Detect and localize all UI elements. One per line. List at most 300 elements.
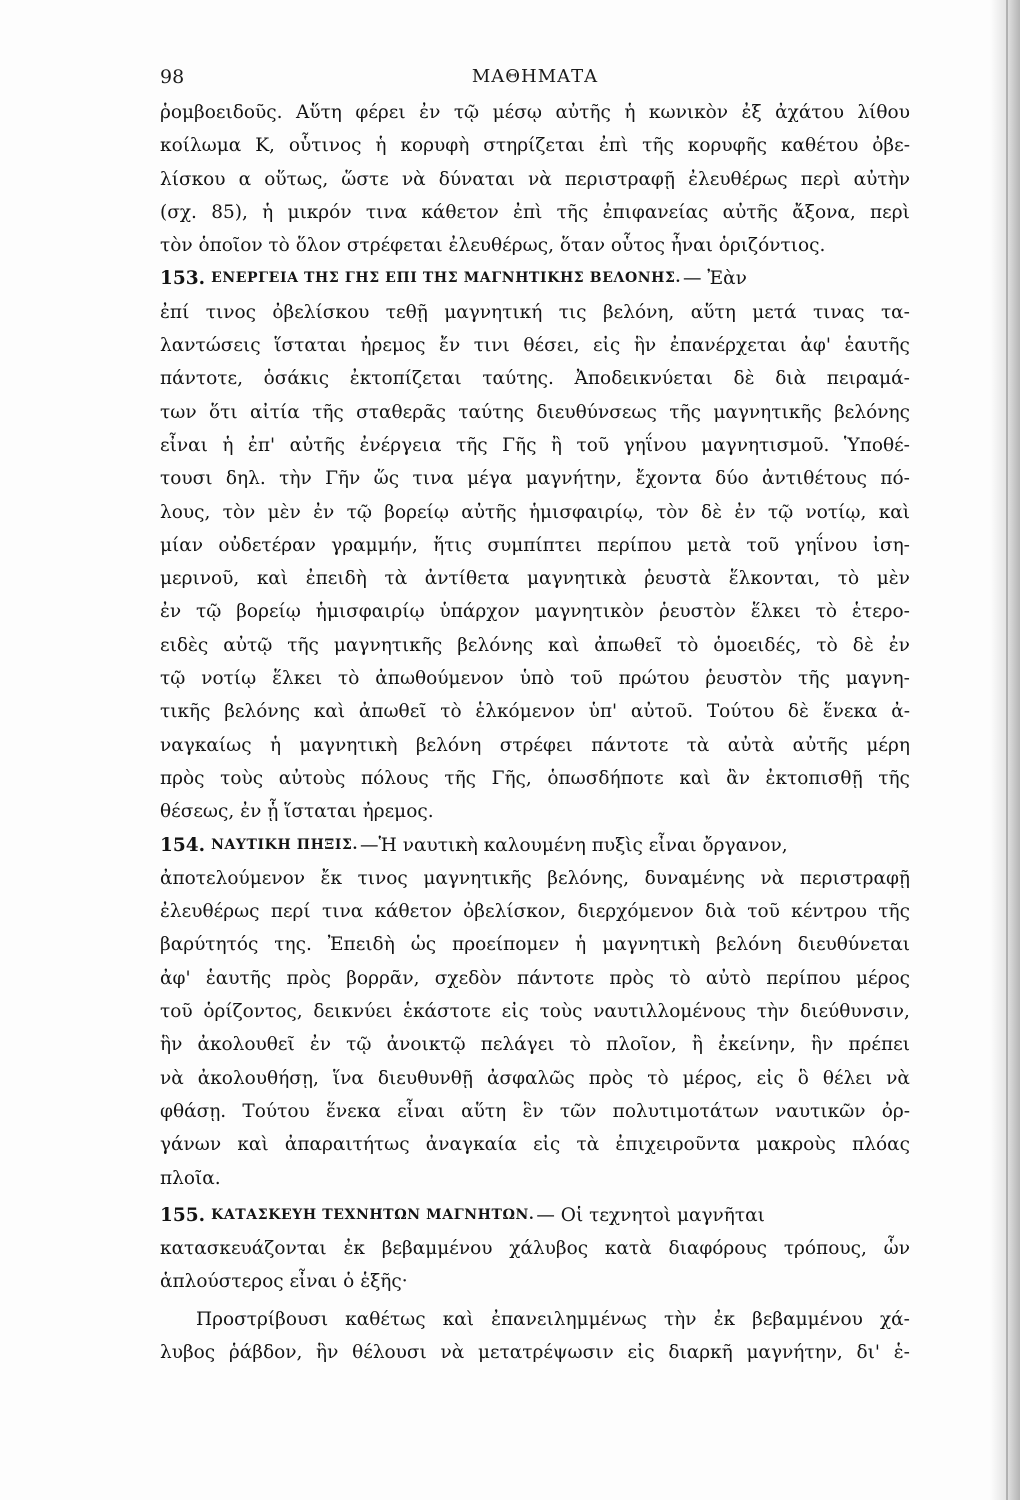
- word: περὶ: [800, 168, 841, 190]
- word: νὰ: [160, 1067, 184, 1089]
- text-line: [160, 429, 910, 462]
- text-line: [160, 1028, 910, 1061]
- section-number: 153.: [160, 268, 206, 290]
- word: ναγκαίως: [160, 734, 252, 756]
- word: ἂν: [726, 767, 750, 789]
- word: αὐτῆς: [289, 434, 345, 456]
- text-line: [160, 1062, 910, 1095]
- word: Τούτου: [706, 701, 775, 723]
- word: πάντοτε: [591, 734, 669, 756]
- word: δυναμένης: [644, 867, 745, 889]
- word: ἑκάστοτε: [403, 1001, 491, 1023]
- word: ῥευστὸν: [658, 601, 736, 623]
- word: 85),: [211, 201, 248, 223]
- section-title: ΚΑΤΑΣΚΕΥΗ ΤΕΧΝΗΤΩΝ ΜΑΓΝΗΤΩΝ.: [211, 1206, 535, 1223]
- word: ἐπ': [247, 434, 276, 456]
- page-edge-line: [1006, 0, 1008, 1500]
- word: ἐκτοπίζεται: [349, 368, 462, 390]
- word: ῥευστὰ: [644, 568, 712, 590]
- word: στρέφει: [499, 734, 573, 756]
- word: δὲ: [852, 634, 874, 656]
- word: κορυφῆς: [687, 135, 768, 157]
- word: προείπομεν: [452, 934, 560, 956]
- section-lead-text: — Ἐὰν: [682, 268, 747, 290]
- word: ὁρίζοντος,: [203, 1001, 303, 1023]
- word: ἀναγκαία: [425, 1134, 517, 1156]
- word: τῷ: [767, 501, 794, 523]
- word: ἡ: [262, 201, 274, 223]
- text-line: τὸν ὁποῖον τὸ ὅλον στρέφεται ἐλευθέρως, ὅταν οὗτος ἦναι ὁριζόντιος.: [160, 235, 826, 257]
- word: κάθετον: [374, 901, 452, 923]
- word: ἐλευθέρως: [160, 901, 260, 923]
- word: αὐτὴν: [853, 168, 910, 190]
- word: ἐπὶ: [598, 135, 629, 157]
- word: δὲ: [787, 701, 809, 723]
- word: τινα: [365, 201, 408, 223]
- word: Ὑποθέ-: [843, 434, 910, 456]
- word: μαγνητισμοῦ.: [701, 434, 830, 456]
- word: ὁσάκις: [263, 368, 330, 390]
- section-title: ΕΝΕΡΓΕΙΑ ΤΗΣ ΓΗΣ ΕΠΙ ΤΗΣ ΜΑΓΝΗΤΙΚΗΣ ΒΕΛΟΝΗΣ.: [211, 270, 681, 287]
- word: βεβαμμένου: [381, 1238, 493, 1260]
- word: μαγνητικὴ: [299, 734, 398, 756]
- word: ἀντίθετα: [424, 568, 510, 590]
- word: τοῦ: [746, 534, 780, 556]
- word: πάντοτε,: [160, 368, 243, 390]
- word: τῆς: [556, 201, 589, 223]
- word: τὸ: [815, 601, 838, 623]
- word: λους,: [160, 501, 211, 523]
- text-line: [160, 96, 910, 129]
- text-line: [160, 1303, 910, 1336]
- word: σχεδὸν: [434, 967, 502, 989]
- word: τὴν: [663, 1308, 697, 1330]
- word: ἑαυτῆς: [844, 335, 910, 357]
- text-line: [160, 995, 910, 1028]
- word: φέρει: [355, 102, 406, 123]
- word: ναυτικῶν: [775, 1100, 866, 1122]
- word: εἰς: [501, 1001, 529, 1023]
- word: βελόνης: [224, 701, 301, 723]
- text-line: [160, 163, 910, 196]
- word: τοῦ: [160, 1001, 193, 1023]
- word: ἐν: [313, 501, 335, 523]
- word: ὑπάρχον: [439, 601, 520, 623]
- word: τὴν: [756, 1001, 790, 1023]
- word: γηΐνου: [794, 534, 858, 556]
- body-text: [160, 96, 910, 1369]
- word: ἰση-: [872, 534, 910, 556]
- word: ὧν: [883, 1238, 910, 1260]
- word: Ἐπειδὴ: [327, 934, 395, 956]
- word: λίσκου: [160, 168, 226, 190]
- page-edge-shadow: [990, 0, 1020, 1500]
- word: τῆς: [642, 135, 674, 157]
- word: διὰ: [705, 901, 736, 923]
- word: μαγνητικῆς: [423, 867, 532, 889]
- word: ἀπαραιτήτως: [284, 1134, 410, 1156]
- word: ἐκείνην,: [718, 1034, 796, 1056]
- word: ἢ: [550, 434, 563, 456]
- word: αὕτη: [461, 1100, 507, 1122]
- word: ἥτις: [433, 534, 473, 556]
- word: δύναται: [438, 168, 515, 190]
- text-line: ἁπλούστερος εἶναι ὁ ἑξῆς·: [160, 1271, 408, 1293]
- section-heading-153: [160, 262, 910, 295]
- word: πρὸς: [160, 767, 205, 789]
- word: ἐνέργεια: [359, 434, 442, 456]
- word: ἐπανειλημμένως: [491, 1308, 647, 1330]
- word: τινος: [205, 301, 256, 323]
- word: ἀποτελούμενον: [160, 867, 305, 889]
- word: ἐπανέρχεται: [669, 335, 787, 357]
- word: θέλουσι: [352, 1341, 427, 1363]
- word: μετατρέψωσιν: [477, 1341, 614, 1363]
- word: ἣν: [160, 1034, 183, 1056]
- word: δι': [856, 1341, 881, 1363]
- word: ἔν: [439, 335, 461, 357]
- word: ἐπί: [160, 301, 190, 323]
- text-line: [160, 296, 910, 329]
- word: ἵσταται: [274, 335, 347, 357]
- word: μαγνη-: [845, 668, 910, 690]
- word: αὐτὰ: [727, 734, 775, 756]
- word: της.: [274, 934, 312, 956]
- word: τῷ: [196, 601, 222, 623]
- word: ἀκολουθεῖ: [197, 1034, 295, 1056]
- word: τὸ: [569, 1034, 592, 1056]
- word: ἕλκει: [272, 668, 323, 690]
- word: ὥστε: [341, 168, 389, 190]
- word: τοῦ: [570, 668, 603, 690]
- word: Κ,: [255, 135, 275, 157]
- text-line: [160, 629, 910, 662]
- word: τοῦ: [576, 434, 610, 456]
- word: μικρόν: [287, 201, 352, 223]
- text-line: [160, 595, 910, 628]
- word: τὸν: [656, 501, 689, 523]
- word: περιστραφῇ: [799, 867, 910, 889]
- word: μετά: [752, 301, 797, 323]
- word: ῥευστὸν: [705, 668, 783, 690]
- word: πό-: [880, 468, 910, 490]
- word: ἀπωθούμενον: [375, 668, 504, 690]
- text-line: [160, 762, 910, 795]
- word: τεθῇ: [385, 301, 428, 323]
- word: τινι: [473, 335, 510, 357]
- word: νὰ: [440, 1341, 465, 1363]
- word: θέλει: [822, 1067, 873, 1089]
- section-lead-text: —Ἡ ναυτικὴ καλουμένη πυξὶς εἶναι ὄργανον,: [359, 834, 788, 856]
- word: δεικνύει: [313, 1001, 393, 1023]
- word: νὰ: [886, 1067, 910, 1089]
- word: βελόνης: [834, 401, 910, 423]
- section-number: 155.: [160, 1204, 206, 1226]
- word: ταύτης: [458, 401, 524, 423]
- word: ἢ: [691, 1034, 703, 1056]
- word: βελόνης,: [547, 867, 630, 889]
- word: Αὕτη: [295, 102, 342, 123]
- word: ὡς: [410, 934, 437, 956]
- word: ἑλκόμενον: [475, 701, 575, 723]
- word: ειδὲς: [160, 634, 209, 656]
- word: συμπίπτει: [487, 534, 582, 556]
- word: περίπου: [766, 967, 841, 989]
- word: κατασκευάζονται: [160, 1238, 327, 1260]
- text-line: [160, 928, 910, 961]
- word: τινα: [412, 468, 454, 490]
- word: ἡμισφαιρίῳ,: [528, 501, 644, 523]
- word: βελόνη: [716, 934, 782, 956]
- word: ἡ: [624, 102, 636, 123]
- word: καὶ: [878, 501, 910, 523]
- word: βελόνης: [457, 634, 534, 656]
- word: δὲ: [733, 368, 755, 390]
- word: ὁπωσδήποτε: [547, 767, 664, 789]
- word: τοῦ: [747, 901, 780, 923]
- word: ὥς: [373, 468, 400, 490]
- word: ὀβελίσκον,: [463, 901, 567, 923]
- word: ἔκ: [320, 867, 343, 889]
- word: ἡμισφαιρίῳ: [315, 601, 425, 623]
- word: περίπου: [597, 534, 672, 556]
- word: ῥομβοειδοῦς.: [160, 102, 283, 123]
- word: ἐν: [160, 601, 182, 623]
- word: μὲν: [876, 568, 910, 590]
- word: λυβος: [160, 1341, 216, 1363]
- word: τὸ: [440, 701, 462, 723]
- word: ἓν: [522, 1100, 544, 1122]
- word: περιστραφῇ: [564, 168, 675, 190]
- word: εἰς: [627, 1341, 655, 1363]
- word: μέρος,: [682, 1067, 743, 1089]
- word: πολυτιμοτάτων: [612, 1100, 759, 1122]
- word: πλοῖον,: [606, 1034, 677, 1056]
- word: ἑ-: [893, 1341, 910, 1363]
- word: αὐτοῦ.: [630, 701, 694, 723]
- word: τὰ: [576, 1134, 600, 1156]
- word: τὸ: [837, 568, 860, 590]
- text-line: [160, 1232, 910, 1265]
- word: τὴν: [279, 468, 312, 490]
- text-line: [160, 895, 910, 928]
- word: ῥάβδον,: [228, 1341, 303, 1363]
- word: ἕνεκα: [822, 701, 878, 723]
- word: ἣν: [316, 1341, 339, 1363]
- word: α: [238, 168, 252, 190]
- text-line: [160, 529, 910, 562]
- word: τῆς: [669, 401, 701, 423]
- word: ἐν: [888, 634, 910, 656]
- word: κοίλωμα: [160, 135, 242, 157]
- word: θέσει,: [523, 335, 580, 357]
- word: ὀρ-: [881, 1100, 910, 1122]
- word: ἐν: [734, 501, 756, 523]
- word: κωνικὸν: [648, 102, 729, 123]
- word: ἐλευθέρως: [688, 168, 788, 190]
- word: βορείῳ: [384, 501, 449, 523]
- word: νοτίῳ,: [805, 501, 867, 523]
- word: διαρκῆ: [668, 1341, 733, 1363]
- word: πειραμά-: [826, 368, 910, 390]
- word: τικῆς: [160, 701, 211, 723]
- word: μαγνητικῆς: [713, 401, 822, 423]
- word: Γῆν: [325, 468, 361, 490]
- word: τις: [558, 301, 587, 323]
- word: τῷ: [346, 1034, 372, 1056]
- word: αἰτία: [249, 401, 300, 423]
- word: περὶ: [869, 201, 910, 223]
- word: τὸ: [338, 668, 360, 690]
- text-line: θέσεως, ἐν ᾗ ἵσταται ἠρεμος.: [160, 801, 434, 823]
- word: ἐκ: [713, 1308, 736, 1330]
- word: αὐτῆς: [722, 201, 778, 223]
- word: τῆς: [878, 901, 910, 923]
- word: κάθετον: [421, 201, 499, 223]
- word: πόλους: [361, 767, 429, 789]
- word: καὶ: [237, 1134, 269, 1156]
- text-line: [160, 396, 910, 429]
- word: ἐπιχειροῦντα: [615, 1134, 741, 1156]
- word: εἶναι: [397, 1100, 445, 1122]
- word: εἰς: [593, 335, 621, 357]
- word: εἶναι: [160, 434, 208, 456]
- word: ἐπειδὴ: [305, 568, 367, 590]
- word: πλόας: [852, 1134, 910, 1156]
- word: πρώτου: [618, 668, 690, 690]
- word: τὸν: [222, 501, 256, 523]
- word: βελόνη,: [602, 301, 675, 323]
- word: βεβαμμένου: [752, 1308, 863, 1330]
- word: γάνων: [160, 1134, 222, 1156]
- word: μέσῳ: [492, 102, 542, 123]
- word: τινα: [321, 901, 364, 923]
- word: βορρᾶν,: [346, 967, 420, 989]
- word: αὕτη: [690, 301, 736, 323]
- word: καὶ: [679, 767, 711, 789]
- word: αὐτὸ: [705, 967, 752, 989]
- text-line: [160, 1336, 910, 1369]
- word: αὐτῆς: [555, 102, 611, 123]
- text-line: [160, 695, 910, 728]
- word: ἐκτοπισθῇ: [765, 767, 863, 789]
- word: αὐτῆς: [461, 501, 517, 523]
- word: διευθυνθῇ: [377, 1067, 473, 1089]
- word: μέρος: [856, 967, 910, 989]
- word: ἀπωθεῖ: [358, 701, 427, 723]
- word: τῆς: [878, 767, 910, 789]
- word: ἕλκονται,: [728, 568, 821, 590]
- word: αὐτοὺς: [278, 767, 346, 789]
- word: καθέτου: [780, 135, 859, 157]
- word: στηρίζεται: [483, 135, 585, 157]
- word: κατὰ: [604, 1238, 652, 1260]
- text-line: πλοῖα.: [160, 1167, 221, 1189]
- word: πρέπει: [848, 1034, 910, 1056]
- word: διαφόρους: [668, 1238, 768, 1260]
- word: (σχ.: [160, 201, 197, 223]
- section-title: ΝΑΥΤΙΚΗ ΠΗΞΙΣ.: [211, 836, 358, 853]
- text-line: [160, 496, 910, 529]
- word: νὰ: [527, 168, 552, 190]
- word: λίθου: [857, 102, 910, 123]
- word: διευθύνεται: [797, 934, 910, 956]
- word: ἣν: [633, 335, 657, 357]
- page-header: [160, 64, 910, 94]
- word: οὐδετέραν: [218, 534, 316, 556]
- word: τῆς: [287, 634, 319, 656]
- word: διὰ: [775, 368, 807, 390]
- word: ἐκ: [343, 1238, 365, 1260]
- word: ἐν: [419, 102, 441, 123]
- word: ὅτι: [208, 401, 238, 423]
- word: τῶν: [559, 1100, 597, 1122]
- word: ἡ: [375, 135, 387, 157]
- word: τινος: [357, 867, 408, 889]
- word: τῆς: [312, 401, 344, 423]
- word: ἕλκει: [750, 601, 801, 623]
- word: ἐπιφανείας: [602, 201, 709, 223]
- text-line: [160, 562, 910, 595]
- word: σταθερᾶς: [356, 401, 446, 423]
- text-line: [160, 729, 910, 762]
- word: ἀφ': [800, 335, 831, 357]
- word: δηλ.: [225, 468, 266, 490]
- word: τῷ: [453, 102, 480, 123]
- word: ἡ: [269, 734, 282, 756]
- word: δύο: [715, 468, 749, 490]
- word: ἀντιθέτους: [762, 468, 867, 490]
- word: ἣν: [810, 1034, 834, 1056]
- section-heading-154: [160, 829, 910, 862]
- text-line: [160, 462, 910, 495]
- word: μέγα: [467, 468, 513, 490]
- word: τὸ: [816, 634, 838, 656]
- text-line: [160, 662, 910, 695]
- word: χάλυβος: [509, 1238, 589, 1260]
- text-line: [160, 329, 910, 362]
- word: τρόπους,: [783, 1238, 867, 1260]
- section-number: 154.: [160, 834, 206, 856]
- word: τῆς: [455, 434, 488, 456]
- word: ταύτης.: [482, 368, 554, 390]
- word: τὸ: [676, 634, 699, 656]
- word: διερχόμενον: [577, 901, 694, 923]
- word: μαγνητικὰ: [527, 568, 627, 590]
- word: διεύθυνσιν,: [800, 1001, 910, 1023]
- word: ἀχάτου: [775, 102, 844, 123]
- text-line: [160, 1128, 910, 1161]
- word: ναυτιλλομένους: [593, 1001, 746, 1023]
- word: ἀφ': [160, 967, 191, 989]
- word: ἡ: [575, 934, 587, 956]
- word: μαγνητικὸν: [534, 601, 645, 623]
- word: ἄξονα,: [792, 201, 856, 223]
- word: μέρη: [866, 734, 910, 756]
- word: πρὸς: [588, 1067, 634, 1089]
- word: πάντοτε: [517, 967, 595, 989]
- word: ἠρεμος: [360, 335, 426, 357]
- word: μὲν: [267, 501, 301, 523]
- word: περί: [270, 901, 311, 923]
- word: δὲ: [701, 501, 723, 523]
- word: βορείῳ: [236, 601, 301, 623]
- word: τινας: [812, 301, 865, 323]
- word: λαντώσεις: [160, 335, 261, 357]
- word: διευθύνσεως: [536, 401, 657, 423]
- word: τὰ: [384, 568, 408, 590]
- word: μαγνήτην,: [746, 1341, 843, 1363]
